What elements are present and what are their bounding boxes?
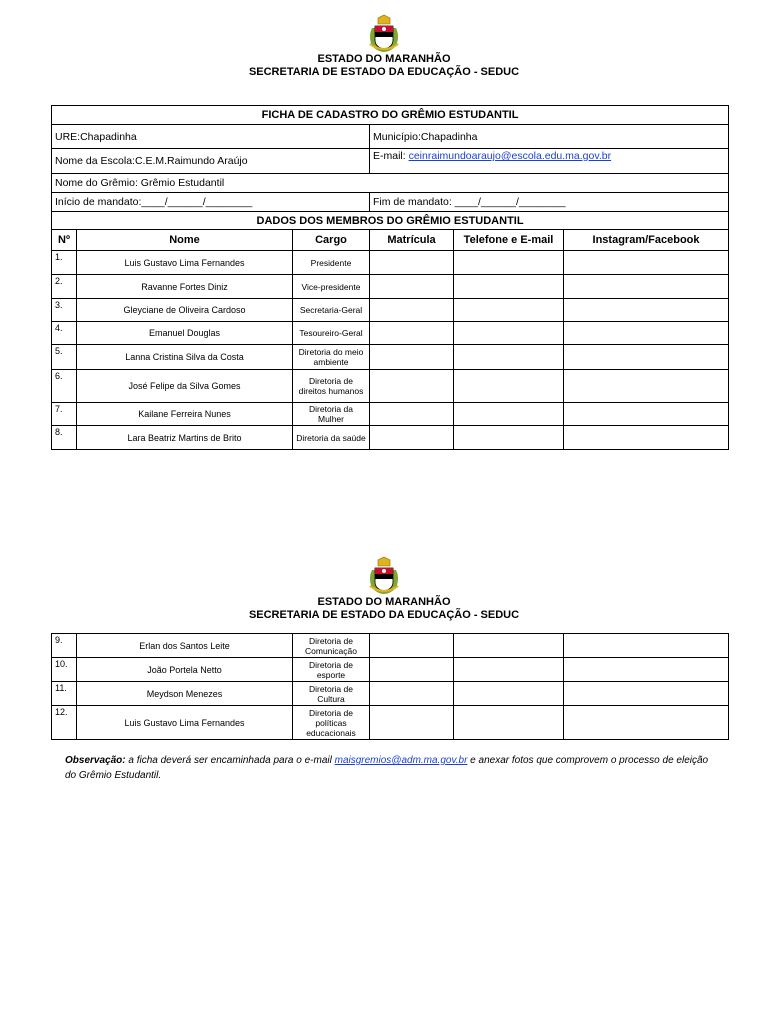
member-instagram-facebook bbox=[564, 682, 729, 706]
coat-of-arms-logo-page2 bbox=[364, 556, 404, 596]
member-number: 12. bbox=[52, 706, 77, 740]
member-instagram-facebook bbox=[564, 658, 729, 682]
form-title: FICHA DE CADASTRO DO GRÊMIO ESTUDANTIL bbox=[52, 106, 729, 125]
member-instagram-facebook bbox=[564, 426, 729, 450]
member-matricula bbox=[370, 634, 454, 658]
member-row bbox=[52, 345, 729, 370]
member-name: Luis Gustavo Lima Fernandes bbox=[77, 706, 293, 740]
member-cargo: Diretoria do meio ambiente bbox=[293, 345, 370, 370]
member-instagram-facebook bbox=[564, 322, 729, 345]
member-telefone-email bbox=[454, 426, 564, 450]
member-matricula bbox=[370, 403, 454, 426]
member-matricula bbox=[370, 426, 454, 450]
member-cargo: Diretoria de Cultura bbox=[293, 682, 370, 706]
observation-note bbox=[65, 753, 715, 783]
mandate-end-field: Fim de mandato: ____/______/________ bbox=[370, 193, 729, 212]
member-telefone-email bbox=[454, 370, 564, 403]
col-header-cargo: Cargo bbox=[293, 230, 370, 251]
member-row bbox=[52, 403, 729, 426]
members-rows-page2 bbox=[52, 634, 729, 740]
gremios-email-link[interactable]: maisgremios@adm.ma.gov.br bbox=[334, 755, 468, 766]
member-row bbox=[52, 299, 729, 322]
member-cargo: Diretoria de Comunicação bbox=[293, 634, 370, 658]
member-number: 4. bbox=[52, 322, 77, 345]
member-name: Kailane Ferreira Nunes bbox=[77, 403, 293, 426]
member-name: João Portela Netto bbox=[77, 658, 293, 682]
state-title-page2: ESTADO DO MARANHÃO bbox=[317, 596, 451, 608]
member-instagram-facebook bbox=[564, 634, 729, 658]
member-telefone-email bbox=[454, 403, 564, 426]
coat-of-arms-logo bbox=[364, 14, 404, 54]
member-cargo: Diretoria da saúde bbox=[293, 426, 370, 450]
member-number: 3. bbox=[52, 299, 77, 322]
member-matricula bbox=[370, 299, 454, 322]
member-cargo: Diretoria de esporte bbox=[293, 658, 370, 682]
member-cargo: Diretoria da Mulher bbox=[293, 403, 370, 426]
member-telefone-email bbox=[454, 275, 564, 299]
member-row bbox=[52, 322, 729, 345]
member-name: Meydson Menezes bbox=[77, 682, 293, 706]
member-row bbox=[52, 426, 729, 450]
col-header-num: Nº bbox=[52, 230, 77, 251]
member-telefone-email bbox=[454, 706, 564, 740]
school-email-link[interactable]: ceinraimundoaraujo@escola.edu.ma.gov.br bbox=[408, 150, 612, 162]
col-header-instagram: Instagram/Facebook bbox=[564, 230, 729, 251]
member-telefone-email bbox=[454, 345, 564, 370]
secretary-title: SECRETARIA DE ESTADO DA EDUCAÇÃO - SEDUC bbox=[248, 66, 520, 78]
member-matricula bbox=[370, 658, 454, 682]
member-telefone-email bbox=[454, 251, 564, 275]
municipio-field: Município:Chapadinha bbox=[370, 125, 729, 149]
member-number: 1. bbox=[52, 251, 77, 275]
member-instagram-facebook bbox=[564, 299, 729, 322]
secretary-title-page2: SECRETARIA DE ESTADO DA EDUCAÇÃO - SEDUC bbox=[248, 609, 520, 621]
member-cargo: Diretoria de políticas educacionais bbox=[293, 706, 370, 740]
state-title: ESTADO DO MARANHÃO bbox=[317, 53, 451, 65]
member-matricula bbox=[370, 370, 454, 403]
member-matricula bbox=[370, 345, 454, 370]
member-number: 7. bbox=[52, 403, 77, 426]
member-cargo: Diretoria de direitos humanos bbox=[293, 370, 370, 403]
member-cargo: Presidente bbox=[293, 251, 370, 275]
member-telefone-email bbox=[454, 682, 564, 706]
member-row bbox=[52, 706, 729, 740]
member-cargo: Vice-presidente bbox=[293, 275, 370, 299]
observation-text-2: e anexar fotos que comprovem o processo de eleição do Grêmio Estudantil. bbox=[65, 755, 709, 781]
member-cargo: Tesoureiro-Geral bbox=[293, 322, 370, 345]
member-instagram-facebook bbox=[564, 403, 729, 426]
observation-text-1: a ficha deverá ser encaminhada para o e-mail bbox=[125, 755, 335, 766]
member-instagram-facebook bbox=[564, 345, 729, 370]
member-instagram-facebook bbox=[564, 251, 729, 275]
member-instagram-facebook bbox=[564, 370, 729, 403]
member-number: 5. bbox=[52, 345, 77, 370]
member-row bbox=[52, 370, 729, 403]
col-header-telefone: Telefone e E-mail bbox=[454, 230, 564, 251]
members-table-continued bbox=[51, 633, 729, 740]
ure-field: URE:Chapadinha bbox=[52, 125, 370, 149]
member-row bbox=[52, 658, 729, 682]
member-row bbox=[52, 682, 729, 706]
member-matricula bbox=[370, 706, 454, 740]
member-row bbox=[52, 634, 729, 658]
col-header-nome: Nome bbox=[77, 230, 293, 251]
member-name: Erlan dos Santos Leite bbox=[77, 634, 293, 658]
member-number: 2. bbox=[52, 275, 77, 299]
member-number: 8. bbox=[52, 426, 77, 450]
gremio-name-field: Nome do Grêmio: Grêmio Estudantil bbox=[52, 174, 729, 193]
member-telefone-email bbox=[454, 658, 564, 682]
member-number: 9. bbox=[52, 634, 77, 658]
member-number: 11. bbox=[52, 682, 77, 706]
member-name: Emanuel Douglas bbox=[77, 322, 293, 345]
member-matricula bbox=[370, 322, 454, 345]
school-name-field: Nome da Escola:C.E.M.Raimundo Araújo bbox=[52, 149, 370, 174]
member-name: Luis Gustavo Lima Fernandes bbox=[77, 251, 293, 275]
email-field bbox=[370, 149, 729, 174]
member-instagram-facebook bbox=[564, 275, 729, 299]
member-name: José Felipe da Silva Gomes bbox=[77, 370, 293, 403]
member-telefone-email bbox=[454, 322, 564, 345]
member-telefone-email bbox=[454, 299, 564, 322]
member-number: 6. bbox=[52, 370, 77, 403]
observation-label: Observação: bbox=[65, 755, 126, 766]
member-row bbox=[52, 251, 729, 275]
member-row bbox=[52, 275, 729, 299]
member-name: Lara Beatriz Martins de Brito bbox=[77, 426, 293, 450]
member-cargo: Secretaria-Geral bbox=[293, 299, 370, 322]
email-label: E-mail: bbox=[373, 150, 409, 162]
member-matricula bbox=[370, 682, 454, 706]
col-header-matricula: Matrícula bbox=[370, 230, 454, 251]
members-section-title: DADOS DOS MEMBROS DO GRÊMIO ESTUDANTIL bbox=[52, 212, 729, 230]
member-instagram-facebook bbox=[564, 706, 729, 740]
member-matricula bbox=[370, 251, 454, 275]
member-name: Gleyciane de Oliveira Cardoso bbox=[77, 299, 293, 322]
mandate-start-field: Início de mandato:____/______/________ bbox=[52, 193, 370, 212]
member-number: 10. bbox=[52, 658, 77, 682]
member-name: Ravanne Fortes Diniz bbox=[77, 275, 293, 299]
members-rows-page1 bbox=[52, 251, 729, 450]
member-name: Lanna Cristina Silva da Costa bbox=[77, 345, 293, 370]
member-telefone-email bbox=[454, 634, 564, 658]
member-matricula bbox=[370, 275, 454, 299]
registration-form-table bbox=[51, 105, 729, 450]
